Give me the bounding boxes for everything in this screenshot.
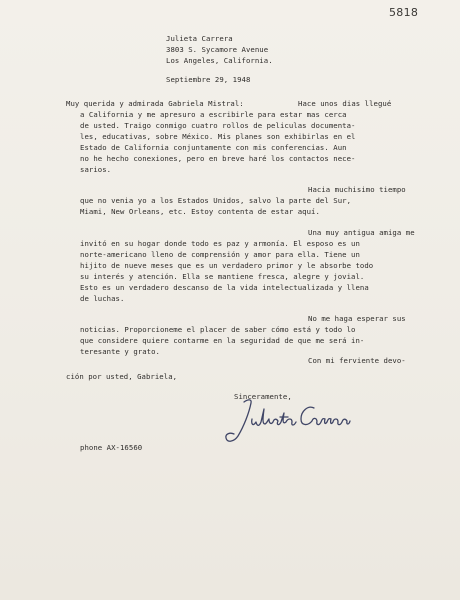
closing-line-1: Con mi ferviente devo- bbox=[308, 356, 406, 365]
handwritten-signature bbox=[222, 391, 352, 446]
paragraph-3-line-3: norte-americano lleno de comprensión y amor para ella. Tiene un bbox=[80, 250, 360, 259]
phone-number: phone AX-16560 bbox=[80, 443, 143, 452]
valediction: Sinceramente, bbox=[234, 392, 292, 401]
paragraph-1-line-2: a California y me apresuro a escribirle para estar mas cerca bbox=[80, 110, 347, 119]
paragraph-1-line-1: Hace unos dias llegué bbox=[298, 99, 392, 108]
paragraph-4-line-2: noticias. Proporcioneme el placer de saber cómo está y todo lo bbox=[80, 325, 356, 334]
paragraph-2-line-3: Miami, New Orleans, etc. Estoy contenta de estar aquí. bbox=[80, 207, 320, 216]
reference-number: 5818 bbox=[389, 6, 419, 19]
paragraph-1-line-6: no he hecho conexiones, pero en breve haré los contactos nece- bbox=[80, 154, 356, 163]
paragraph-1-line-4: les, educativas, sobre México. Mis planes son exhibirlas en el bbox=[80, 132, 356, 141]
paragraph-3-line-6: Esto es un verdadero descanso de la vida intelectualizada y llena bbox=[80, 283, 369, 292]
sender-name: Julieta Carrera bbox=[166, 34, 233, 43]
paragraph-2-line-2: que no venia yo a los Estados Unidos, salvo la parte del Sur, bbox=[80, 196, 352, 205]
letter-date: Septiembre 29, 1948 bbox=[166, 75, 251, 84]
sender-city: Los Angeles, California. bbox=[166, 56, 273, 65]
paragraph-4-line-4: teresante y grato. bbox=[80, 347, 160, 356]
paragraph-2-line-1: Hacia muchisimo tiempo bbox=[308, 185, 406, 194]
paragraph-1-line-3: de usted. Traigo conmigo cuatro rollos de peliculas documenta- bbox=[80, 121, 356, 130]
paragraph-4-line-3: que considere quiere contarme en la seguridad de que me será in- bbox=[80, 336, 365, 345]
paragraph-3-line-1: Una muy antigua amiga me bbox=[308, 228, 415, 237]
salutation: Muy querida y admirada Gabriela Mistral: bbox=[66, 99, 244, 108]
paragraph-3-line-4: hijito de nueve meses que es un verdadero primor y le absorbe todo bbox=[80, 261, 374, 270]
paragraph-3-line-5: su interés y atención. Ella se mantiene fresca, alegre y jovial. bbox=[80, 272, 365, 281]
sender-address: 3803 S. Sycamore Avenue bbox=[166, 45, 269, 54]
closing-line-2: ción por usted, Gabriela, bbox=[66, 372, 178, 381]
paragraph-3-line-2: invitó en su hogar donde todo es paz y armonía. El esposo es un bbox=[80, 239, 360, 248]
paragraph-1-line-5: Estado de California conjuntamente con mis conferencias. Aun bbox=[80, 143, 347, 152]
paragraph-4-line-1: No me haga esperar sus bbox=[308, 314, 406, 323]
paragraph-1-line-7: sarios. bbox=[80, 165, 112, 174]
paragraph-3-line-7: de luchas. bbox=[80, 294, 125, 303]
